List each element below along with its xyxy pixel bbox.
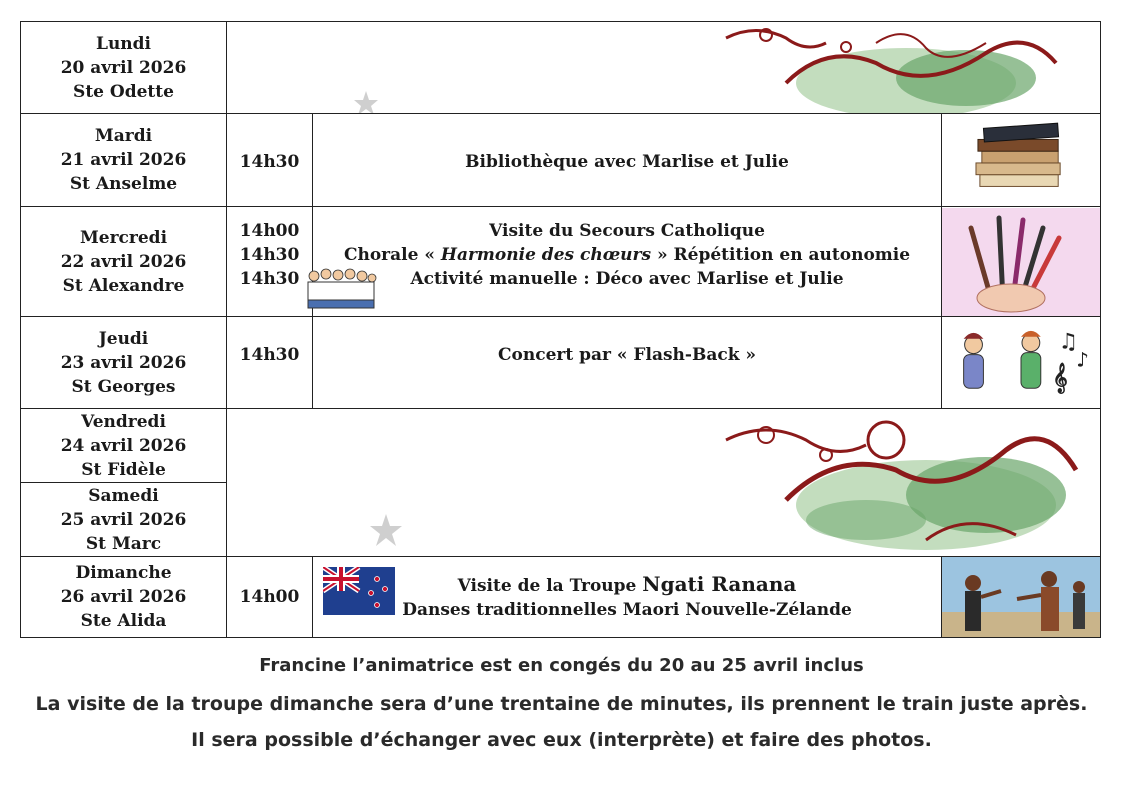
paintbrushes-icon bbox=[941, 206, 1101, 317]
floral-decoration-icon bbox=[226, 410, 1101, 556]
svg-text:♪: ♪ bbox=[1076, 347, 1090, 372]
day-name: Jeudi bbox=[98, 328, 149, 349]
activity-text: Activité manuelle : Déco avec Marlise et Julie bbox=[410, 269, 844, 289]
choir-icon bbox=[304, 266, 378, 312]
svg-text:𝄞: 𝄞 bbox=[1052, 363, 1068, 394]
time-value: 14h30 bbox=[239, 269, 300, 289]
day-cell-jeudi bbox=[20, 316, 227, 409]
time-value: 14h30 bbox=[239, 152, 300, 172]
day-name: Samedi bbox=[88, 485, 159, 506]
time-value: 14h30 bbox=[239, 345, 300, 365]
footer-note-visit: La visite de la troupe dimanche sera d’une trentaine de minutes, ils prennent le train juste après. bbox=[35, 693, 1088, 715]
day-name: Vendredi bbox=[81, 411, 166, 432]
day-cell-samedi bbox=[20, 482, 227, 557]
day-saint: St Marc bbox=[85, 533, 162, 554]
day-cell-vendredi bbox=[20, 408, 227, 483]
day-cell-dimanche bbox=[20, 556, 227, 638]
day-name: Lundi bbox=[95, 33, 152, 54]
singers-icon bbox=[941, 316, 1101, 409]
day-saint: St Anselme bbox=[69, 174, 178, 194]
activity-text: Visite du Secours Catholique bbox=[489, 221, 765, 241]
day-saint: Ste Odette bbox=[73, 81, 174, 102]
activity-cell-mercredi bbox=[312, 206, 942, 317]
day-name: Dimanche bbox=[75, 563, 172, 583]
decoration-banner-top bbox=[226, 21, 1101, 114]
time-cell-mercredi bbox=[226, 206, 313, 317]
day-saint: St Georges bbox=[71, 376, 176, 397]
activity-cell-mardi bbox=[312, 113, 942, 207]
day-saint: St Fidèle bbox=[81, 459, 166, 480]
time-cell-mardi bbox=[226, 113, 313, 207]
activity-text: Danses traditionnelles Maori Nouvelle-Zélande bbox=[402, 600, 852, 620]
day-date: 25 avril 2026 bbox=[60, 509, 187, 530]
books-stack-icon bbox=[941, 113, 1101, 207]
choral-title: Harmonie des chœurs bbox=[440, 245, 652, 265]
day-saint: St Alexandre bbox=[62, 275, 185, 296]
footer-note-leave: Francine l’animatrice est en congés du 20 au 25 avril inclus bbox=[259, 655, 864, 676]
day-cell-mardi bbox=[20, 113, 227, 207]
day-name: Mardi bbox=[94, 126, 153, 146]
day-date: 22 avril 2026 bbox=[60, 251, 187, 272]
time-value: 14h00 bbox=[239, 221, 300, 241]
footer-note-photos: Il sera possible d’échanger avec eux (interprète) et faire des photos. bbox=[191, 729, 932, 751]
day-date: 23 avril 2026 bbox=[60, 352, 187, 373]
choral-line: Chorale « Harmonie des chœurs » Répétition en autonomie bbox=[343, 245, 911, 265]
day-date: 20 avril 2026 bbox=[60, 57, 187, 78]
day-cell-lundi bbox=[20, 21, 227, 114]
day-date: 21 avril 2026 bbox=[60, 150, 187, 170]
troupe-name: Ngati Ranana bbox=[642, 572, 797, 596]
activity-line-troupe: Visite de la Troupe Ngati Ranana bbox=[457, 572, 797, 596]
decoration-banner-weekend bbox=[226, 408, 1101, 557]
svg-text:♫: ♫ bbox=[1058, 329, 1079, 355]
activity-text: Bibliothèque avec Marlise et Julie bbox=[465, 152, 789, 172]
day-cell-mercredi bbox=[20, 206, 227, 317]
activity-cell-dimanche bbox=[312, 556, 942, 638]
time-value: 14h30 bbox=[239, 245, 300, 265]
day-saint: Ste Alida bbox=[80, 611, 167, 631]
day-date: 26 avril 2026 bbox=[60, 587, 187, 607]
activity-text: Concert par « Flash-Back » bbox=[497, 345, 757, 365]
day-date: 24 avril 2026 bbox=[60, 435, 187, 456]
maori-dancers-photo bbox=[941, 556, 1101, 638]
new-zealand-flag-icon bbox=[323, 567, 395, 615]
activity-cell-jeudi bbox=[312, 316, 942, 409]
floral-decoration-icon bbox=[226, 23, 1101, 113]
time-value: 14h00 bbox=[239, 587, 300, 607]
time-cell-jeudi bbox=[226, 316, 313, 409]
day-name: Mercredi bbox=[79, 227, 168, 248]
time-cell-dimanche bbox=[226, 556, 313, 638]
